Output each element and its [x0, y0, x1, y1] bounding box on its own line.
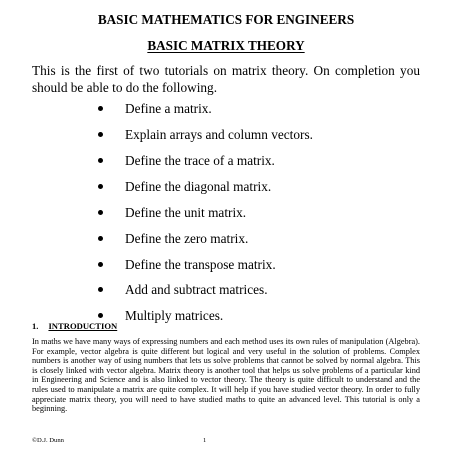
bullet-icon: [98, 210, 103, 215]
bullet-icon: [98, 158, 103, 163]
objective-item: [0, 126, 452, 144]
objective-item: [0, 100, 452, 118]
objective-text: Define the unit matrix.: [125, 205, 247, 220]
objective-item: [0, 204, 452, 222]
page-number: 1: [203, 437, 207, 444]
objective-text: Define the diagonal matrix.: [125, 179, 272, 194]
section-title: INTRODUCTION: [48, 321, 118, 331]
objective-item: [0, 152, 452, 170]
objective-text: Define the transpose matrix.: [125, 257, 276, 272]
objective-text: Define the zero matrix.: [125, 231, 249, 246]
objective-item: [0, 230, 452, 248]
objective-text: Define a matrix.: [125, 101, 212, 116]
document-subtitle: BASIC MATRIX THEORY: [147, 38, 305, 53]
section-number: 1.: [32, 321, 39, 331]
bullet-icon: [98, 184, 103, 189]
introduction-paragraph: In maths we have many ways of expressing numbers and each method uses its own rules of manipulation (Algebra). For example, vector algebra is quite different but logical and very useful in the solution of problems. Complex numbers is another way of using numbers that lets us solve problems that cannot be solved by normal algebra. This is closely linked with vector algebra. Matrix theory is another tool that helps us solve problems of a particular kind in Engineering and Science and is also linked to vector theory. The theory is quite difficult to understand and the rules used to manipulate a matrix are quite complex. It will help if you have studied vector theory. In order to fully appreciate matrix theory, you will need to have studied maths to quite an advanced level. This tutorial is only a beginning.: [32, 337, 420, 414]
objective-text: Explain arrays and column vectors.: [125, 127, 313, 142]
intro-paragraph: This is the first of two tutorials on matrix theory. On completion you should be able to do the following.: [32, 63, 420, 95]
objective-text: Define the trace of a matrix.: [125, 153, 275, 168]
objective-text: Add and subtract matrices.: [125, 282, 268, 297]
footer-copyright: ©D.J. Dunn: [32, 437, 64, 444]
bullet-icon: [98, 106, 103, 111]
objective-item: [0, 178, 452, 196]
document-title: BASIC MATHEMATICS FOR ENGINEERS: [97, 12, 355, 27]
bullet-icon: [98, 313, 103, 318]
objective-item: [0, 281, 452, 299]
section-heading: [32, 321, 117, 332]
objective-item: [0, 256, 452, 274]
objective-text: Multiply matrices.: [125, 308, 224, 323]
bullet-icon: [98, 132, 103, 137]
bullet-icon: [98, 236, 103, 241]
bullet-icon: [98, 262, 103, 267]
bullet-icon: [98, 287, 103, 292]
